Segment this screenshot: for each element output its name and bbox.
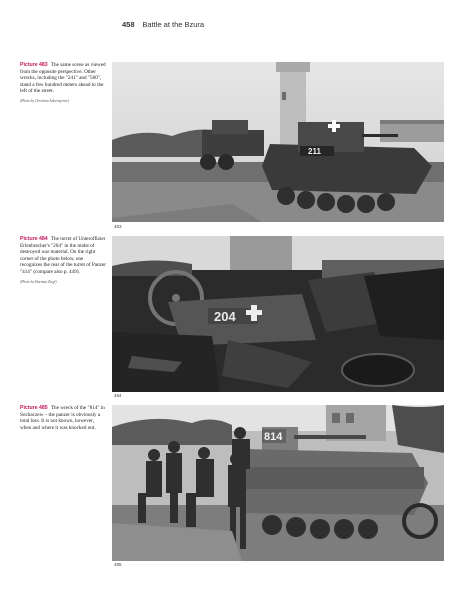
- photo-credit: (Photo by Hartmut Ziegl): [20, 279, 57, 284]
- caption-text: The same scene as viewed from the opposite perspective. Other wrecks, including the "241" and "500", stand a few hundred meters ahead to the left of the street.: [20, 62, 106, 95]
- photo-485: [112, 405, 444, 561]
- caption-label: Picture 485: [20, 405, 48, 411]
- picture-number: 484: [114, 393, 122, 398]
- photo-credit: (Photo by Christian Ankerstjerne): [20, 98, 69, 103]
- photo-484: [112, 236, 444, 392]
- tank-marking: 814: [264, 431, 283, 443]
- caption-484: [20, 236, 106, 285]
- tank-marking: 211: [308, 147, 321, 156]
- caption-label: Picture 484: [20, 236, 48, 242]
- caption-485: [20, 405, 106, 431]
- caption-label: Picture 483: [20, 62, 48, 68]
- turret-marking: 204: [214, 309, 236, 324]
- running-header: [122, 20, 204, 29]
- caption-text: The turret of Unteroffizier Erlenbrecher's "204" in the midst of destroyed war material. On the right corner of the photo below, one recognizes the rear of the turret of Panzer "414" (compare also p. 449).: [20, 236, 106, 275]
- picture-number: 485: [114, 562, 122, 567]
- running-title: Battle at the Bzura: [142, 20, 205, 29]
- caption-483: [20, 62, 106, 105]
- picture-number: 483: [114, 224, 122, 229]
- photo-483: [112, 62, 444, 222]
- page-number: 458: [122, 20, 135, 29]
- caption-text: The wreck of the "814" in Sochaczew – the panzer is obviously a total loss. It is not known, however, when and where it was knocked out.: [20, 405, 105, 431]
